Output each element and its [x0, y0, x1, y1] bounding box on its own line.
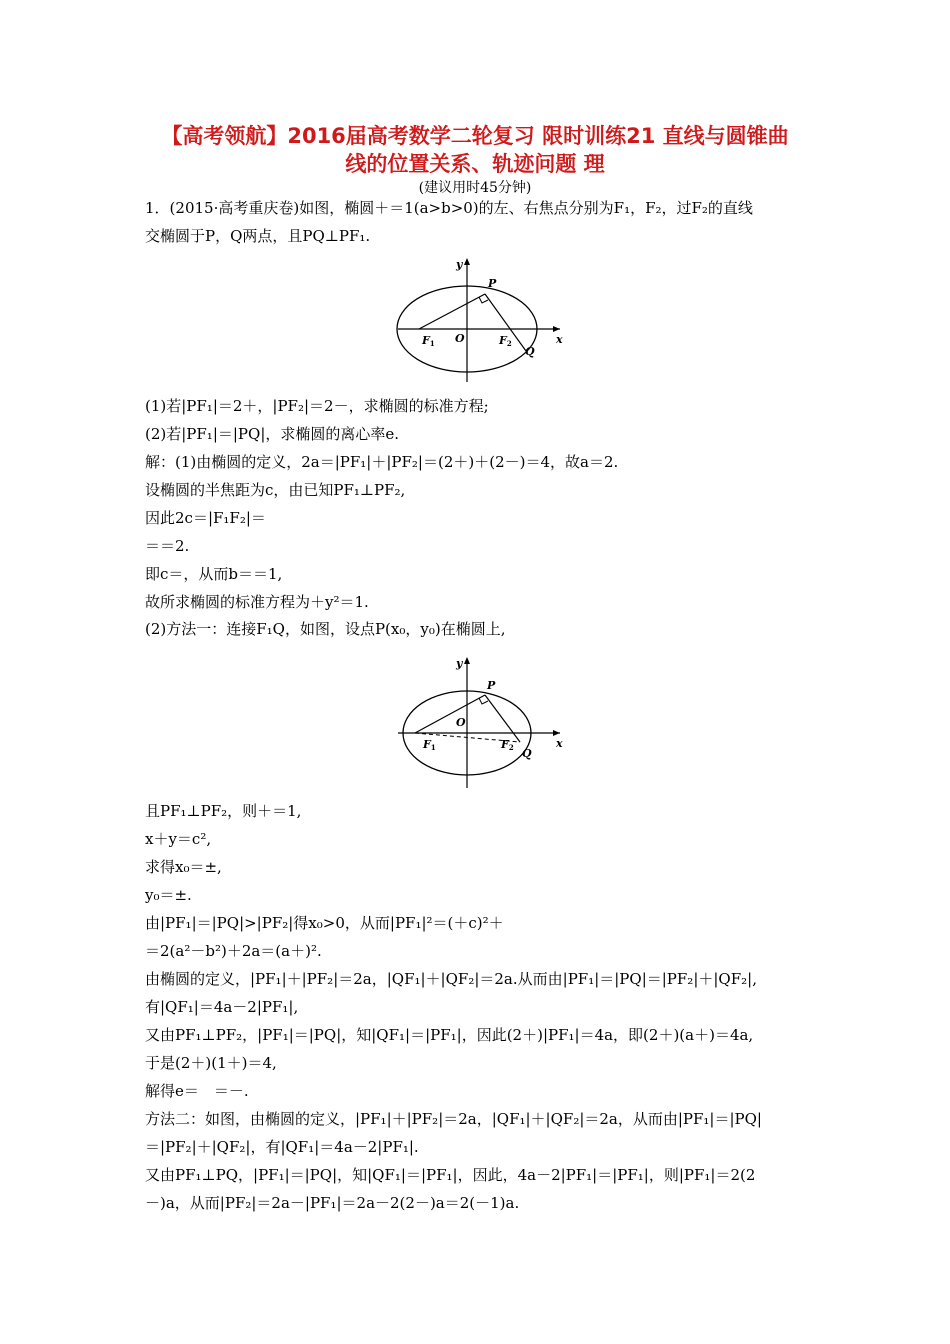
- text-line: 因此2c＝|F₁F₂|＝: [145, 509, 266, 527]
- text-line: －)a，从而|PF₂|＝2a－|PF₁|＝2a－2(2－)a＝2(－1)a.: [145, 1194, 520, 1212]
- text-line: 又由PF₁⊥PF₂，|PF₁|＝|PQ|，知|QF₁|＝|PF₁|，因此(2＋)|PF₁|＝4a，即(2＋)(a＋)＝4a,: [145, 1026, 754, 1044]
- text-line: (2)方法一：连接F₁Q，如图，设点P(x₀，y₀)在椭圆上,: [145, 620, 506, 638]
- suggested-time: (建议用时45分钟): [418, 180, 532, 196]
- text-line: (2)若|PF₁|＝|PQ|，求椭圆的离心率e.: [145, 425, 400, 443]
- label-q: Q: [525, 345, 535, 358]
- text-line: 即c＝，从而b＝＝1,: [145, 565, 283, 583]
- x-axis-arrow: [553, 730, 560, 736]
- label-x: x: [556, 333, 563, 346]
- text-line: 方法二：如图，由椭圆的定义，|PF₁|＋|PF₂|＝2a，|QF₁|＋|QF₂|＝2a，从而由|PF₁|＝|PQ|: [145, 1110, 762, 1128]
- document-title-line-2: 线的位置关系、轨迹问题 理: [345, 152, 605, 176]
- text-line: 故所求椭圆的标准方程为＋y²＝1.: [145, 593, 369, 611]
- text-line: 交椭圆于P，Q两点，且PQ⊥PF₁.: [145, 227, 371, 245]
- text-line: 设椭圆的半焦距为c，由已知PF₁⊥PF₂,: [145, 481, 406, 499]
- text-line: y₀＝±.: [145, 886, 192, 904]
- segment-pf1: [419, 294, 485, 329]
- label-f1: F1: [423, 738, 436, 752]
- label-p: P: [487, 679, 496, 692]
- text-line: 又由PF₁⊥PQ，|PF₁|＝|PQ|，知|QF₁|＝|PF₁|，因此，4a－2|PF₁|＝|PF₁|，则|PF₁|＝2(2: [145, 1166, 756, 1184]
- text-line: ＝＝2.: [145, 537, 190, 555]
- text-line: x＋y＝c²,: [145, 830, 212, 848]
- x-axis-arrow: [553, 326, 560, 332]
- text-line: 求得x₀＝±,: [145, 858, 222, 876]
- text-line: 由椭圆的定义，|PF₁|＋|PF₂|＝2a，|QF₁|＋|QF₂|＝2a.从而由|PF₁|＝|PQ|＝|PF₂|＋|QF₂|,: [145, 970, 757, 988]
- label-x: x: [556, 737, 563, 750]
- label-f1: F1: [422, 334, 435, 348]
- right-angle-mark: [479, 297, 488, 303]
- label-f2: F2: [499, 334, 512, 348]
- label-q: Q: [522, 747, 532, 760]
- text-line: 有|QF₁|＝4a－2|PF₁|,: [145, 998, 299, 1016]
- text-line: 解：(1)由椭圆的定义，2a＝|PF₁|＋|PF₂|＝(2＋)＋(2－)＝4，故a＝2.: [145, 453, 619, 471]
- segment-pq: [485, 695, 520, 742]
- label-y: y: [456, 258, 463, 271]
- label-p: P: [488, 277, 497, 290]
- y-axis-arrow: [464, 258, 470, 265]
- ellipse-figure-2: [393, 651, 563, 791]
- text-line: (1)若|PF₁|＝2＋，|PF₂|＝2－，求椭圆的标准方程;: [145, 397, 489, 415]
- label-f2: F2: [501, 738, 514, 752]
- text-line: ＝|PF₂|＋|QF₂|，有|QF₁|＝4a－2|PF₁|.: [145, 1138, 419, 1156]
- label-o: O: [456, 716, 466, 729]
- document-title-line-1: 【高考领航】2016届高考数学二轮复习 限时训练21 直线与圆锥曲: [161, 124, 789, 148]
- text-line: ＝2(a²－b²)＋2a＝(a＋)².: [145, 942, 322, 960]
- ellipse-figure-1: [393, 252, 563, 387]
- label-y: y: [456, 657, 463, 670]
- text-line: 解得e＝ ＝－.: [145, 1082, 249, 1100]
- right-angle-mark: [479, 698, 488, 704]
- text-line: 由|PF₁|＝|PQ|>|PF₂|得x₀>0，从而|PF₁|²＝(＋c)²＋: [145, 914, 504, 932]
- label-o: O: [455, 332, 465, 345]
- text-line: 1．(2015·高考重庆卷)如图，椭圆＋＝1(a>b>0)的左、右焦点分别为F₁，F₂，过F₂的直线: [145, 199, 753, 217]
- y-axis-arrow: [464, 657, 470, 664]
- text-line: 且PF₁⊥PF₂，则＋＝1,: [145, 802, 302, 820]
- text-line: 于是(2＋)(1＋)＝4,: [145, 1054, 277, 1072]
